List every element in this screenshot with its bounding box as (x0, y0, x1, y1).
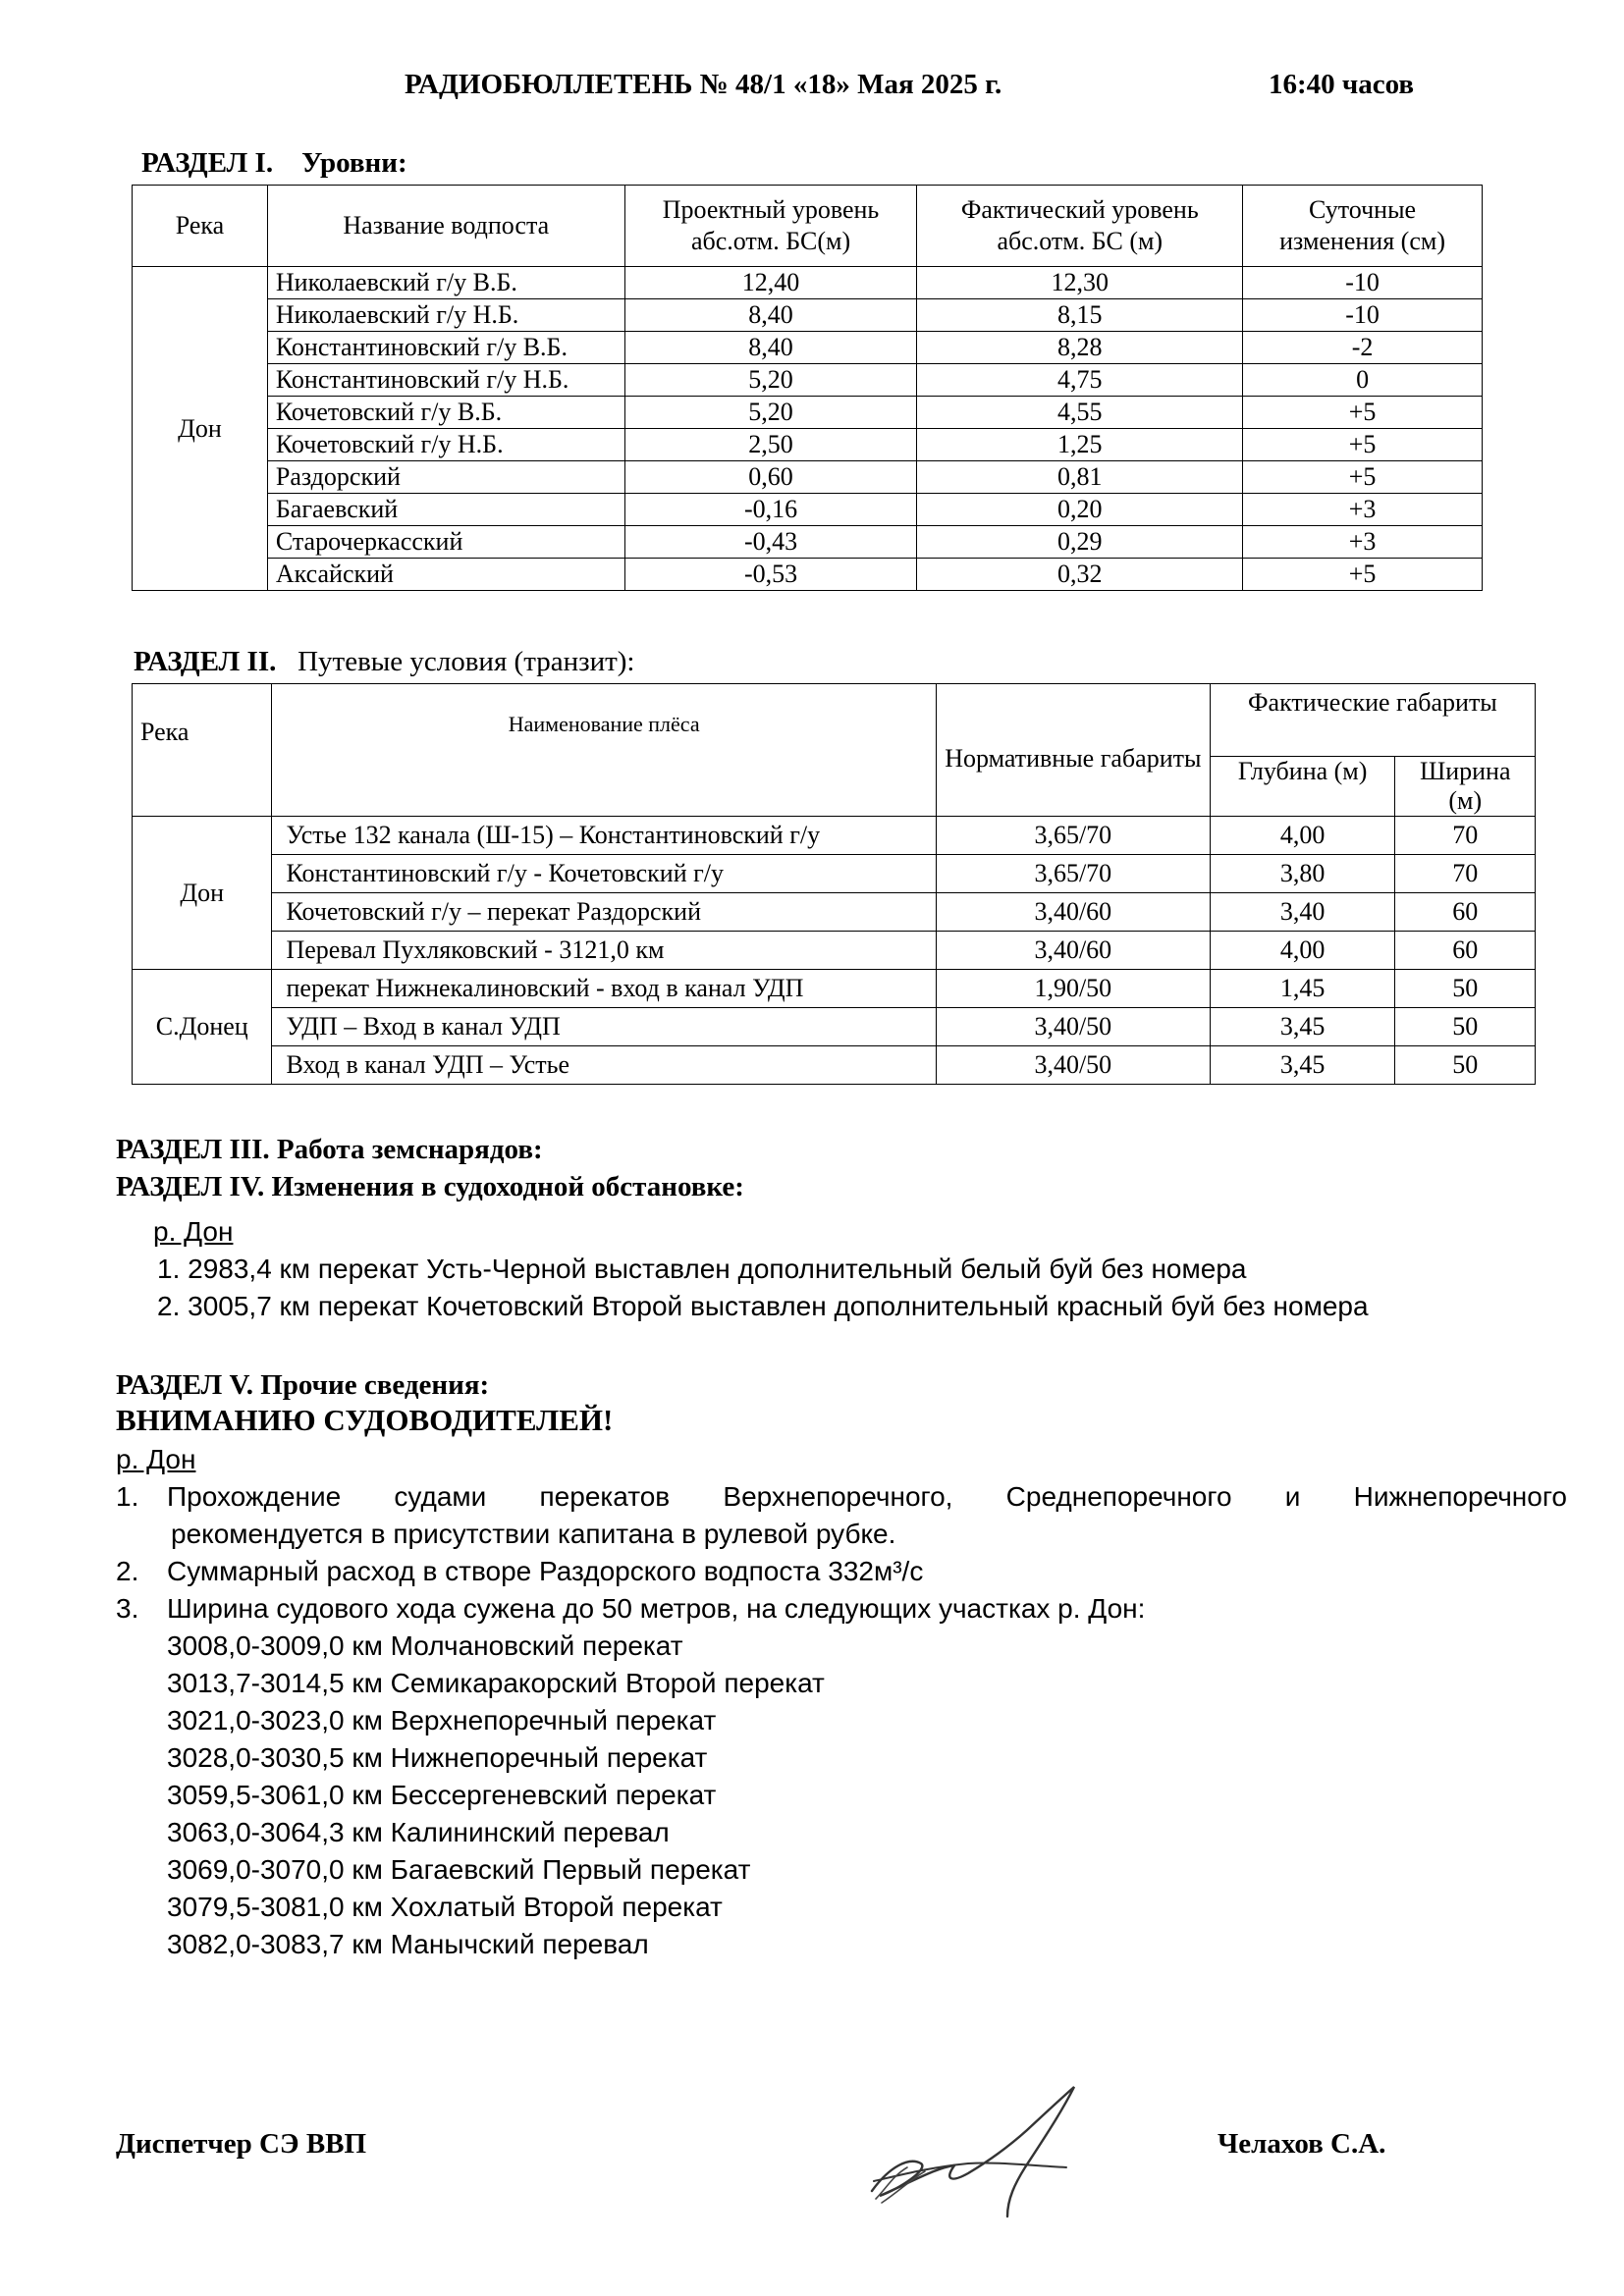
narrowed-section-item: 3013,7-3014,5 км Семикаракорский Второй перекат (167, 1668, 825, 1698)
station-name: Кочетовский г/у Н.Б. (267, 429, 624, 461)
actual-level: 0,29 (917, 526, 1243, 559)
dispatcher-name: Челахов С.А. (1218, 2128, 1386, 2160)
river-cell: С.Донец (133, 970, 272, 1085)
section2-label: РАЗДЕЛ II. (134, 646, 277, 677)
design-level: 8,40 (624, 332, 917, 364)
col-design-level: Проектный уровень абс.отм. БС(м) (624, 186, 917, 267)
col-depth: Глубина (м) (1210, 757, 1395, 817)
narrowed-section-item: 3079,5-3081,0 км Хохлатый Второй перекат (167, 1892, 723, 1922)
daily-change: +5 (1243, 461, 1483, 494)
section2-title: Путевые условия (транзит): (298, 646, 635, 677)
narrowed-section-item: 3008,0-3009,0 км Молчановский перекат (167, 1630, 683, 1661)
col-actual-level: Фактический уровень абс.отм. БС (м) (917, 186, 1243, 267)
daily-change: -10 (1243, 299, 1483, 332)
station-name: Николаевский г/у В.Б. (267, 267, 624, 299)
narrowed-section-item: 3082,0-3083,7 км Манычский перевал (167, 1929, 649, 1959)
reach-name: Константиновский г/у - Кочетовский г/у (272, 855, 936, 893)
col-river: Река (133, 186, 268, 267)
actual-depth: 1,45 (1210, 970, 1395, 1008)
bulletin-header (405, 69, 1415, 101)
daily-change: +3 (1243, 494, 1483, 526)
col-width: Ширина (м) (1395, 757, 1536, 817)
design-level: 2,50 (624, 429, 917, 461)
actual-level: 12,30 (917, 267, 1243, 299)
narrowed-section-item: 3028,0-3030,5 км Нижнепоречный перекат (167, 1742, 708, 1773)
bulletin-title: РАДИОБЮЛЛЕТЕНЬ № 48/1 «18» Мая 2025 г. (405, 69, 1002, 100)
reach-name: Кочетовский г/у – перекат Раздорский (272, 893, 936, 932)
actual-level: 0,20 (917, 494, 1243, 526)
narrowed-section-item: 3059,5-3061,0 км Бессергеневский перекат (167, 1780, 717, 1810)
section3-title: РАЗДЕЛ III. Работа земснарядов: (116, 1134, 543, 1165)
station-name: Константиновский г/у В.Б. (267, 332, 624, 364)
station-name: Николаевский г/у Н.Б. (267, 299, 624, 332)
section5-item-3 (116, 1590, 1567, 1628)
attention-heading: ВНИМАНИЮ СУДОВОДИТЕЛЕЙ! (116, 1403, 614, 1437)
reach-name: перекат Нижнекалиновский - вход в канал УДП (272, 970, 936, 1008)
reach-name: Перевал Пухляковский - 3121,0 км (272, 932, 936, 970)
design-level: -0,43 (624, 526, 917, 559)
reach-name: Устье 132 канала (Ш-15) – Константиновский г/у (272, 817, 936, 855)
norm-dimensions: 3,40/50 (936, 1046, 1210, 1085)
norm-dimensions: 3,65/70 (936, 817, 1210, 855)
norm-dimensions: 3,40/60 (936, 932, 1210, 970)
item-number: 2. (116, 1556, 139, 1586)
section2-heading (134, 646, 634, 678)
transit-table (132, 683, 1536, 1085)
norm-dimensions: 3,65/70 (936, 855, 1210, 893)
actual-level: 0,81 (917, 461, 1243, 494)
bulletin-time: 16:40 часов (1269, 69, 1415, 100)
daily-change: -10 (1243, 267, 1483, 299)
section1-heading (141, 147, 407, 180)
narrowed-section-item: 3069,0-3070,0 км Багаевский Первый перекат (167, 1854, 751, 1885)
actual-width: 50 (1395, 1046, 1536, 1085)
section1-title: Уровни: (301, 147, 407, 179)
item-number: 1. (116, 1481, 139, 1512)
narrowed-sections-list (116, 1628, 1567, 1963)
design-level: 5,20 (624, 364, 917, 397)
actual-width: 60 (1395, 932, 1536, 970)
station-name: Раздорский (267, 461, 624, 494)
design-level: 12,40 (624, 267, 917, 299)
norm-dimensions: 3,40/60 (936, 893, 1210, 932)
daily-change: +5 (1243, 429, 1483, 461)
actual-width: 50 (1395, 1008, 1536, 1046)
level-row (133, 429, 1483, 461)
narrowed-section-item: 3063,0-3064,3 км Калининский перевал (167, 1817, 670, 1847)
actual-depth: 3,45 (1210, 1046, 1395, 1085)
river-cell: Дон (133, 267, 268, 591)
col-norm: Нормативные габариты (936, 684, 1210, 817)
transit-row (133, 893, 1536, 932)
actual-depth: 3,80 (1210, 855, 1395, 893)
col-actual: Фактические габариты (1210, 684, 1535, 757)
section5-list (116, 1478, 1567, 1963)
actual-depth: 3,45 (1210, 1008, 1395, 1046)
section1-label: РАЗДЕЛ I. (141, 147, 274, 179)
section4-item-2: 2. 3005,7 км перекат Кочетовский Второй выставлен дополнительный красный буй без номера (157, 1291, 1369, 1321)
levels-header-row (133, 186, 1483, 267)
levels-table (132, 185, 1483, 591)
actual-width: 50 (1395, 970, 1536, 1008)
daily-change: +3 (1243, 526, 1483, 559)
daily-change: 0 (1243, 364, 1483, 397)
level-row (133, 299, 1483, 332)
item-number: 3. (116, 1593, 139, 1624)
station-name: Старочеркасский (267, 526, 624, 559)
level-row (133, 461, 1483, 494)
daily-change: +5 (1243, 397, 1483, 429)
transit-row (133, 1008, 1536, 1046)
design-level: -0,53 (624, 559, 917, 591)
actual-depth: 3,40 (1210, 893, 1395, 932)
section5-river: р. Дон (116, 1444, 196, 1474)
section4-title: РАЗДЕЛ IV. Изменения в судоходной обстановке: (116, 1171, 744, 1202)
item2-text: Суммарный расход в створе Раздорского водпоста 332м³/с (167, 1556, 924, 1586)
section4-item-1: 1. 2983,4 км перекат Усть-Черной выставлен дополнительный белый буй без номера (157, 1254, 1247, 1284)
design-level: 8,40 (624, 299, 917, 332)
level-row (133, 364, 1483, 397)
level-row (133, 332, 1483, 364)
level-row (133, 559, 1483, 591)
actual-level: 1,25 (917, 429, 1243, 461)
reach-name: УДП – Вход в канал УДП (272, 1008, 936, 1046)
actual-width: 70 (1395, 855, 1536, 893)
river-cell: Дон (133, 817, 272, 970)
section5-title: РАЗДЕЛ V. Прочие сведения: (116, 1369, 490, 1401)
signature (860, 2073, 1096, 2230)
reach-name: Вход в канал УДП – Устье (272, 1046, 936, 1085)
dispatcher-role: Диспетчер СЭ ВВП (116, 2128, 367, 2160)
transit-header-row-1 (133, 684, 1536, 757)
actual-depth: 4,00 (1210, 932, 1395, 970)
actual-level: 4,75 (917, 364, 1243, 397)
daily-change: +5 (1243, 559, 1483, 591)
station-name: Константиновский г/у Н.Б. (267, 364, 624, 397)
design-level: 0,60 (624, 461, 917, 494)
actual-level: 0,32 (917, 559, 1243, 591)
level-row (133, 397, 1483, 429)
design-level: -0,16 (624, 494, 917, 526)
transit-row (133, 932, 1536, 970)
level-row (133, 526, 1483, 559)
transit-row (133, 855, 1536, 893)
item1-line1: Прохождение судами перекатов Верхнепоречного, Среднепоречного и Нижнепоречного (167, 1481, 1567, 1512)
actual-level: 4,55 (917, 397, 1243, 429)
actual-level: 8,28 (917, 332, 1243, 364)
norm-dimensions: 3,40/50 (936, 1008, 1210, 1046)
col-station: Название водпоста (267, 186, 624, 267)
actual-width: 60 (1395, 893, 1536, 932)
station-name: Кочетовский г/у В.Б. (267, 397, 624, 429)
transit-row (133, 817, 1536, 855)
daily-change: -2 (1243, 332, 1483, 364)
transit-row (133, 970, 1536, 1008)
actual-depth: 4,00 (1210, 817, 1395, 855)
section4-river: р. Дон (153, 1216, 234, 1247)
col-daily-change: Суточные изменения (см) (1243, 186, 1483, 267)
section5-item-2 (116, 1553, 1567, 1590)
station-name: Аксайский (267, 559, 624, 591)
design-level: 5,20 (624, 397, 917, 429)
level-row (133, 494, 1483, 526)
section5-item-1 (116, 1478, 1567, 1553)
station-name: Багаевский (267, 494, 624, 526)
item3-text: Ширина судового хода сужена до 50 метров, на следующих участках р. Дон: (167, 1593, 1146, 1624)
col-river: Река (133, 684, 272, 817)
actual-width: 70 (1395, 817, 1536, 855)
norm-dimensions: 1,90/50 (936, 970, 1210, 1008)
transit-row (133, 1046, 1536, 1085)
level-row (133, 267, 1483, 299)
col-reach: Наименование плёса (272, 684, 936, 817)
narrowed-section-item: 3021,0-3023,0 км Верхнепоречный перекат (167, 1705, 717, 1735)
item1-line2: рекомендуется в присутствии капитана в рулевой рубке. (171, 1519, 896, 1549)
actual-level: 8,15 (917, 299, 1243, 332)
